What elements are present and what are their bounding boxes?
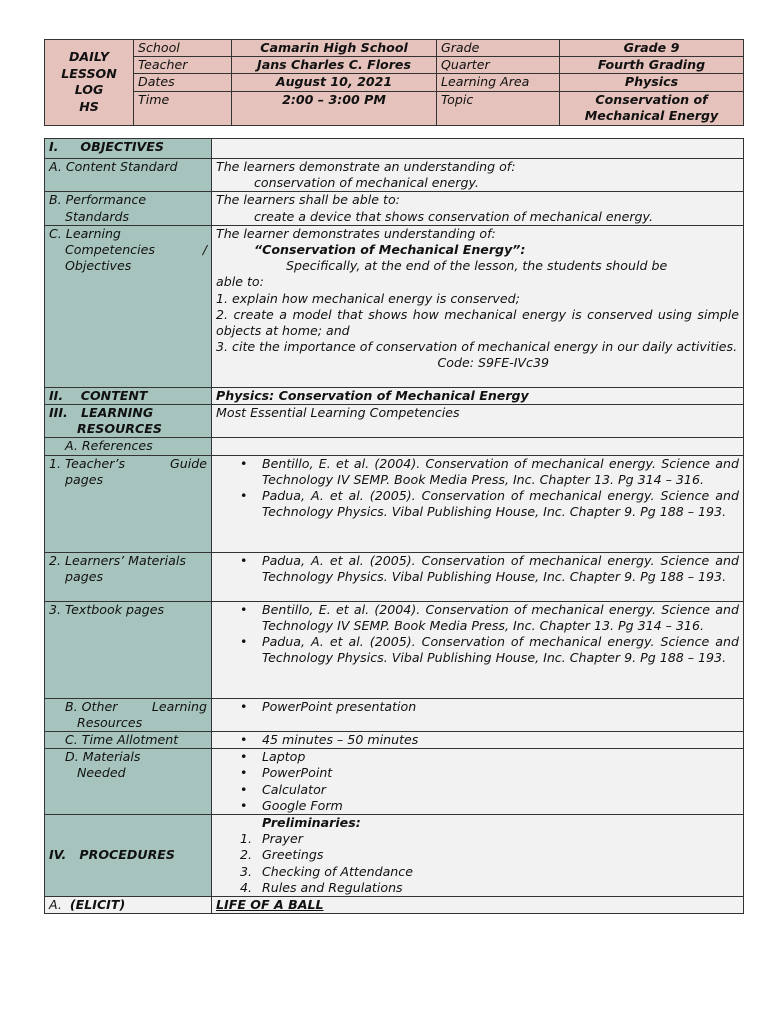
- performance-standards-intro: The learners shall be able to:: [216, 192, 400, 208]
- material-text: Google Form: [262, 797, 343, 813]
- textbook-pages-row: [45, 601, 744, 698]
- bullet: •: [240, 749, 248, 765]
- time-allotment-row: [45, 732, 744, 749]
- section-number: IV.: [49, 847, 67, 863]
- label-line: [49, 456, 207, 472]
- label-line: B. Performance: [49, 192, 147, 208]
- time-text: 45 minutes – 50 minutes: [262, 732, 419, 748]
- log-title-line: LOG: [74, 82, 104, 98]
- time-allotment-label-cell: [45, 732, 212, 749]
- bullet: •: [240, 455, 248, 471]
- label-line: [49, 699, 207, 715]
- school-label: School: [134, 40, 232, 57]
- procedures-heading: [45, 815, 212, 897]
- bullet: •: [240, 765, 248, 781]
- time-value: 2:00 – 3:00 PM: [232, 91, 437, 125]
- lesson-log-header: [44, 39, 744, 126]
- bullet: •: [240, 601, 248, 617]
- bullet: •: [240, 488, 248, 504]
- learning-resources-value: Most Essential Learning Competencies: [212, 405, 744, 438]
- teachers-guide-list: [216, 456, 739, 521]
- reference-item: [216, 488, 739, 520]
- preliminaries-list: [216, 831, 739, 896]
- content-standard-cell: [212, 159, 744, 192]
- teacher-value: Jans Charles C. Flores: [232, 57, 437, 74]
- content-row: [45, 387, 744, 404]
- grade-label: Grade: [437, 40, 560, 57]
- preliminary-item: [216, 847, 739, 863]
- competencies-label: [45, 225, 212, 387]
- reference-text: Padua, A. et al. (2005). Conservation of mechanical energy. Science and Technology Physics. Vibal Publishing House, Inc. Chapter 9. Pg 188 – 193.: [262, 552, 739, 584]
- competencies-specific: able to:: [216, 274, 264, 290]
- time-allotment-list: [216, 732, 739, 748]
- section-number: III.: [49, 405, 68, 421]
- performance-standards-label: [45, 192, 212, 225]
- references-label: A. References: [65, 438, 153, 454]
- label-line: Needed: [77, 765, 126, 781]
- label-line: [49, 242, 207, 258]
- other-resources-label: [45, 698, 212, 731]
- teachers-guide-cell: [212, 455, 744, 552]
- material-item: [216, 798, 739, 814]
- teacher-label: Teacher: [134, 57, 232, 74]
- teachers-guide-row: [45, 455, 744, 552]
- performance-standards-text: create a device that shows conservation of mechanical energy.: [254, 208, 653, 224]
- performance-standards-row: [45, 192, 744, 225]
- label-word: 1. Teacher’s: [49, 455, 126, 471]
- grade-value: Grade 9: [560, 40, 744, 57]
- textbook-pages-cell: [212, 601, 744, 698]
- material-item: [216, 749, 739, 765]
- objectives-empty-cell: [212, 139, 744, 159]
- preliminary-item: [216, 864, 739, 880]
- elicit-label: [45, 897, 212, 914]
- elicit-text: (ELICIT): [69, 897, 126, 913]
- preliminary-text: Rules and Regulations: [262, 879, 403, 895]
- section-heading: OBJECTIVES: [80, 139, 164, 154]
- preliminary-item: [216, 831, 739, 847]
- learners-materials-cell: [212, 552, 744, 601]
- reference-text: Bentillo, E. et al. (2004). Conservation of mechanical energy. Science and Technology IV SEMP. Book Media Press, Inc. Chapter 13. Pg 314 – 316.: [262, 601, 739, 633]
- procedures-cell: [212, 815, 744, 897]
- lesson-plan-table: [44, 138, 744, 914]
- preliminary-text: Greetings: [262, 847, 324, 863]
- competency-code: Code: S9FE-IVc39: [437, 355, 549, 371]
- learners-materials-row: [45, 552, 744, 601]
- label-line: C. Learning: [49, 225, 121, 241]
- time-allotment-label: C. Time Allotment: [65, 732, 179, 748]
- procedures-row: [45, 815, 744, 897]
- elicit-value: LIFE OF A BALL: [212, 897, 744, 914]
- material-text: PowerPoint: [262, 765, 333, 781]
- reference-item: [216, 456, 739, 488]
- references-empty-cell: [212, 438, 744, 455]
- learners-materials-label: [45, 552, 212, 601]
- label-line: Objectives: [65, 258, 132, 274]
- reference-item: [216, 602, 739, 634]
- content-standard-label: A. Content Standard: [45, 159, 212, 192]
- elicit-row: [45, 897, 744, 914]
- materials-cell: [212, 749, 744, 815]
- elicit-letter: A.: [49, 897, 62, 913]
- other-resources-cell: [212, 698, 744, 731]
- references-row: [45, 438, 744, 455]
- label-word: Learning: [151, 698, 207, 714]
- reference-item: [216, 634, 739, 666]
- bullet: •: [240, 797, 248, 813]
- preliminary-text: Checking of Attendance: [262, 863, 413, 879]
- quarter-value: Fourth Grading: [560, 57, 744, 74]
- label-word: /: [202, 242, 207, 258]
- competencies-cell: [212, 225, 744, 387]
- log-title-line: HS: [79, 98, 99, 114]
- time-label: Time: [134, 91, 232, 125]
- dates-label: Dates: [134, 74, 232, 91]
- time-allotment-cell: [212, 732, 744, 749]
- objective-item: 2. create a model that shows how mechanical energy is conserved using simple objects at home; and: [216, 306, 739, 339]
- learners-materials-list: [216, 553, 739, 585]
- materials-label: [45, 749, 212, 815]
- bullet: •: [240, 552, 248, 568]
- reference-text: Padua, A. et al. (2005). Conservation of mechanical energy. Science and Technology Physics. Vibal Publishing House, Inc. Chapter 9. Pg 188 – 193.: [262, 488, 739, 520]
- other-resources-list: [216, 699, 739, 715]
- section-heading: LEARNING: [81, 405, 154, 421]
- time-item: [216, 732, 739, 748]
- label-line: D. Materials: [65, 749, 141, 765]
- other-resources-row: [45, 698, 744, 731]
- preliminary-item: [216, 880, 739, 896]
- reference-item: [216, 553, 739, 585]
- log-title: [45, 40, 134, 126]
- teachers-guide-label: [45, 455, 212, 552]
- item-number: 2.: [240, 847, 253, 863]
- objectives-heading: [45, 139, 212, 159]
- section-heading: RESOURCES: [77, 421, 162, 437]
- preliminary-text: Prayer: [262, 831, 303, 847]
- competencies-row: [45, 225, 744, 387]
- reference-text: Bentillo, E. et al. (2004). Conservation of mechanical energy. Science and Technology IV SEMP. Book Media Press, Inc. Chapter 13. Pg 314 – 316.: [262, 455, 739, 487]
- school-value: Camarin High School: [232, 40, 437, 57]
- objective-item: 1. explain how mechanical energy is conserved;: [216, 290, 520, 306]
- label-line: 2. Learners’ Materials: [49, 552, 186, 568]
- label-word: B. Other: [65, 698, 118, 714]
- objective-item: 3. cite the importance of conservation of mechanical energy in our daily activities.: [216, 339, 738, 355]
- material-text: Laptop: [262, 749, 306, 765]
- section-number: I.: [49, 139, 59, 154]
- material-item: [216, 782, 739, 798]
- content-standard-text: conservation of mechanical energy.: [254, 175, 479, 191]
- learning-resources-heading: [45, 405, 212, 438]
- bullet: •: [240, 698, 248, 714]
- competencies-intro: The learner demonstrates understanding of:: [216, 225, 496, 241]
- topic-label: Topic: [437, 91, 560, 125]
- material-item: [216, 765, 739, 781]
- bullet: •: [240, 634, 248, 650]
- learning-resources-row: [45, 405, 744, 438]
- textbook-pages-list: [216, 602, 739, 667]
- log-title-line: DAILY: [68, 49, 110, 65]
- quarter-label: Quarter: [437, 57, 560, 74]
- label-line: Resources: [77, 714, 143, 730]
- item-number: 1.: [240, 831, 253, 847]
- bullet: •: [240, 732, 248, 748]
- resource-item: [216, 699, 739, 715]
- materials-row: [45, 749, 744, 815]
- objectives-row: [45, 139, 744, 159]
- topic-value: Conservation of Mechanical Energy: [560, 91, 744, 125]
- item-number: 3.: [240, 863, 253, 879]
- label-word: Competencies: [65, 242, 155, 258]
- section-number: II.: [49, 387, 64, 403]
- content-standard-intro: The learners demonstrate an understanding of:: [216, 159, 516, 174]
- content-standard-row: [45, 159, 744, 192]
- log-title-line: LESSON: [61, 65, 117, 81]
- reference-text: Padua, A. et al. (2005). Conservation of mechanical energy. Science and Technology Physics. Vibal Publishing House, Inc. Chapter 9. Pg 188 – 193.: [262, 634, 739, 666]
- resource-text: PowerPoint presentation: [262, 698, 417, 714]
- label-line: Standards: [65, 208, 130, 224]
- item-number: 4.: [240, 879, 253, 895]
- preliminaries-title: Preliminaries:: [262, 815, 361, 831]
- competencies-specific: Specifically, at the end of the lesson, the students should be: [286, 258, 668, 274]
- bullet: •: [240, 781, 248, 797]
- content-heading: [45, 387, 212, 404]
- label-line: pages: [65, 568, 104, 584]
- learning-area-value: Physics: [560, 74, 744, 91]
- section-heading: PROCEDURES: [79, 847, 175, 863]
- performance-standards-cell: [212, 192, 744, 225]
- materials-list: [216, 749, 739, 814]
- learning-area-label: Learning Area: [437, 74, 560, 91]
- label-line: pages: [65, 471, 104, 487]
- dates-value: August 10, 2021: [232, 74, 437, 91]
- material-text: Calculator: [262, 781, 326, 797]
- references-label-cell: [45, 438, 212, 455]
- competencies-title: “Conservation of Mechanical Energy”:: [254, 242, 526, 258]
- label-word: Guide: [170, 455, 207, 471]
- content-value: Physics: Conservation of Mechanical Energy: [212, 387, 744, 404]
- textbook-pages-label: 3. Textbook pages: [45, 601, 212, 698]
- section-heading: CONTENT: [80, 387, 148, 403]
